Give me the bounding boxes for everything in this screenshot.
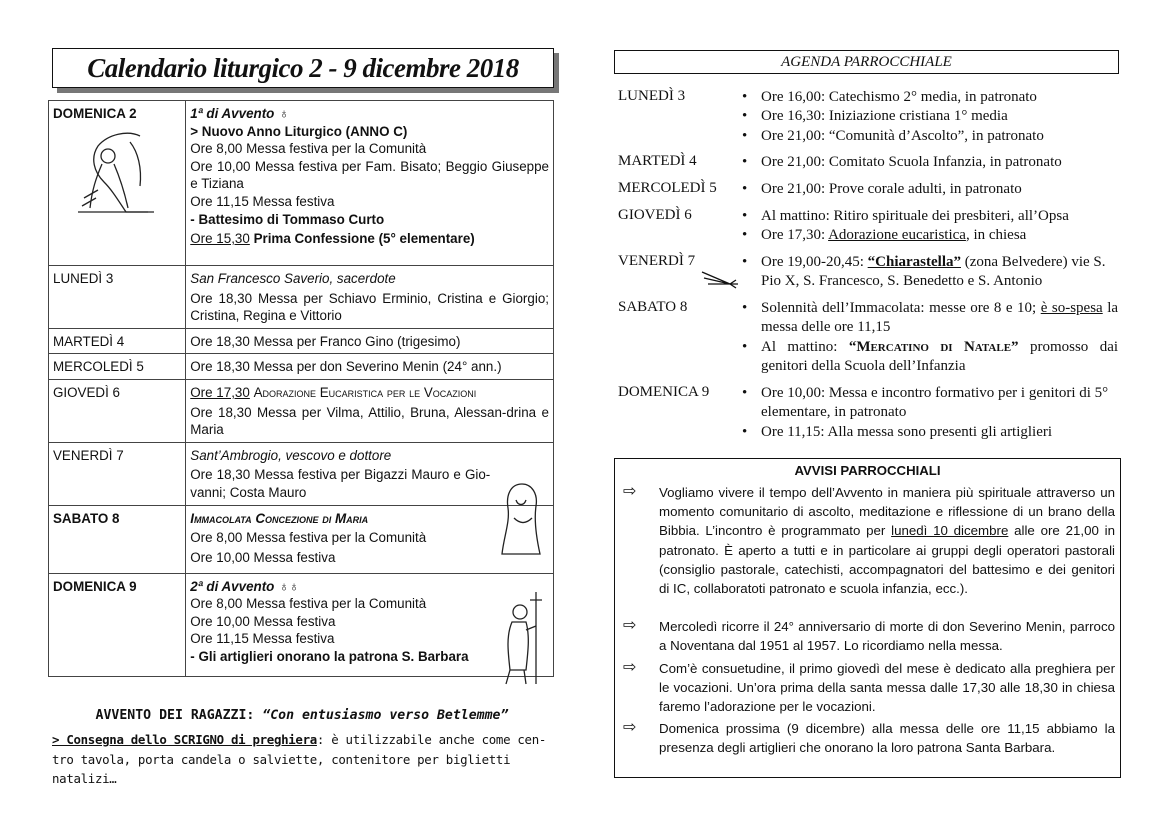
agenda-highlight: è so-spesa: [1040, 300, 1103, 316]
avviso-text: alle ore 21,00 in patronato. È aperto a tutti e in particolare ai gruppi degli operatori pastorali (consiglio pastorale, catechisti, accompagnatori del battesimo e dei genitori di IC, collaboratoti patronato e scuola infanzia, ecc.).: [659, 523, 1115, 597]
arrow-right-icon: ⇨: [623, 657, 637, 676]
table-row: [49, 442, 554, 505]
avvisi-title: AVVISI PARROCCHIALI: [794, 463, 941, 478]
table-row: [49, 379, 554, 442]
list-item: • Ore 16,30: Iniziazione cristiana 1° media: [742, 107, 1118, 126]
table-row: [49, 505, 554, 573]
agenda-list: [742, 180, 1118, 199]
arrow-right-icon: ⇨: [623, 615, 637, 634]
list-item: [742, 338, 1118, 377]
agenda-time: Ore 17,30:: [761, 227, 826, 244]
event-line: Ore 10,00 Messa festiva: [190, 549, 336, 565]
event-line: Ore 18,30 Messa per don Severino Menin (24° ann.): [190, 359, 502, 375]
event-line: 1ª di Avvento ♁: [190, 106, 289, 121]
event-line: 2ª di Avvento ♁♁: [190, 578, 299, 594]
agenda-highlight: “Mercatino di Natale”: [848, 338, 1019, 355]
list-item: • Ore 21,00: “Comunità d’Ascolto”, in patronato: [742, 127, 1118, 146]
agenda-day: VENERDÌ 7: [618, 253, 696, 269]
day-cell: DOMENICA 9: [49, 573, 186, 676]
list-item: • Al mattino: Ritiro spirituale dei presbiteri, all’Opsa: [742, 207, 1118, 226]
ragazzi-paragraph: [52, 730, 552, 789]
arrow-right-icon: ⇨: [623, 481, 637, 500]
calendar-title: Calendario liturgico 2 - 9 dicembre 2018: [52, 48, 554, 88]
event-line: Immacolata Concezione di Maria: [190, 510, 369, 526]
event-line: > Nuovo Anno Liturgico (ANNO C): [190, 123, 408, 139]
agenda-title: AGENDA PARROCCHIALE: [614, 50, 1119, 74]
comet-star-icon: [700, 268, 740, 290]
event-line: San Francesco Saverio, sacerdote: [190, 271, 396, 286]
agenda-tail: promosso dai genitori della Scuola dell’Infanzia: [761, 338, 1119, 374]
list-item: • Ore 16,00: Catechismo 2° media, in patronato: [742, 88, 1118, 107]
event-line: Ore 10,00 Messa festiva per Fam. Bisato; Beggio Giuseppe e Tiziana: [190, 158, 549, 192]
list-item: • Ore 11,15: Alla messa sono presenti gli artiglieri: [742, 423, 1118, 442]
agenda-day: DOMENICA 9: [618, 384, 710, 400]
ragazzi-title: [50, 708, 554, 723]
agenda-list: [742, 207, 1118, 246]
event-line: Ore 8,00 Messa festiva per la Comunità: [190, 530, 427, 546]
avviso-highlight: lunedì 10 dicembre: [891, 523, 1009, 539]
event-line: Ore 18,30 Messa festiva per Bigazzi Mauro e Gio-vanni; Costa Mauro: [190, 467, 491, 500]
day-cell: GIOVEDÌ 6: [49, 379, 186, 442]
event-line: - Battesimo di Tommaso Curto: [190, 211, 385, 227]
list-item: [742, 226, 1118, 245]
event-line: Ore 11,15 Messa festiva: [190, 631, 335, 647]
day-cell: LUNEDÌ 3: [49, 266, 186, 329]
event-line: Adorazione Eucaristica per le Vocazioni: [253, 384, 477, 400]
table-row: [49, 328, 554, 354]
event-line: Prima Confessione (5° elementare): [253, 231, 475, 247]
agenda-day: LUNEDÌ 3: [618, 88, 686, 104]
agenda-time: Ore 19,00-20,45:: [761, 254, 864, 270]
day-cell: MARTEDÌ 4: [49, 328, 186, 354]
event-line: - Gli artiglieri onorano la patrona S. Barbara: [190, 648, 469, 664]
list-item: [742, 253, 1118, 292]
avvisi-box: [614, 458, 1121, 778]
ragazzi-lead: > Consegna dello SCRIGNO di preghiera: [52, 732, 317, 747]
event-line: Ore 8,00 Messa festiva per la Comunità: [190, 141, 427, 157]
event-time: Ore 15,30: [190, 231, 250, 247]
arrow-right-icon: ⇨: [623, 717, 637, 736]
avviso-item: Mercoledì ricorre il 24° anniversario di morte di don Severino Menin, parroco a Noventana dal 1951 al 1957. Lo ricordiamo nella messa.: [659, 619, 1115, 654]
agenda-time: Al mattino:: [761, 338, 838, 355]
event-line: Ore 8,00 Messa festiva per la Comunità: [190, 596, 427, 612]
event-line: Ore 18,30 Messa per Vilma, Attilio, Bruna, Alessan-drina e Maria: [190, 404, 549, 438]
day-cell: DOMENICA 2: [49, 101, 186, 266]
agenda-highlight: “Chiarastella”: [867, 254, 961, 270]
table-row: [49, 354, 554, 380]
events-cell: [186, 101, 554, 266]
avviso-item: [659, 483, 1115, 598]
table-row: [49, 573, 554, 676]
day-cell: VENERDÌ 7: [49, 442, 186, 505]
event-line: Sant’Ambrogio, vescovo e dottore: [190, 447, 392, 463]
agenda-list: [742, 153, 1118, 172]
agenda-day: SABATO 8: [618, 299, 688, 315]
agenda-day: GIOVEDÌ 6: [618, 207, 692, 223]
list-item: [742, 299, 1118, 338]
agenda-tail: (zona Belvedere) vie S. Pio X, S. Francesco, S. Benedetto e S. Antonio: [761, 254, 1106, 290]
list-item: • Ore 21,00: Prove corale adulti, in patronato: [742, 180, 1118, 199]
event-line: Ore 18,30 Messa per Franco Gino (trigesimo): [190, 333, 461, 349]
ragazzi-body: : è utilizzabile anche come cen-tro tavola, porta candela o salviette, contenitore per biglietti natalizi…: [52, 732, 547, 786]
event-line: Ore 11,15 Messa festiva: [190, 193, 335, 209]
list-item: • Ore 10,00: Messa e incontro formativo per i genitori di 5° elementare, in patronato: [742, 384, 1118, 423]
agenda-list: [742, 253, 1118, 292]
ragazzi-subtitle: “Con entusiasmo verso Betlemme”: [262, 708, 509, 723]
avviso-item: Domenica prossima (9 dicembre) alla messa delle ore 11,15 abbiamo la presenza degli artiglieri che onorano la loro patrona Santa Barbara.: [659, 721, 1115, 756]
day-cell: MERCOLEDÌ 5: [49, 354, 186, 380]
agenda-tail: , in chiesa: [965, 227, 1027, 244]
avviso-text: Vogliamo vivere il tempo dell’Avvento in maniera più spirituale attraverso un momento comunitario di ascolto, meditazione e riflessione di un brano della Bibbia. L’incontro è programmato per: [659, 485, 1115, 539]
agenda-list: [742, 384, 1118, 442]
agenda-tail: la messa delle ore 11,15: [761, 300, 1119, 336]
event-time: Ore 17,30: [190, 384, 250, 400]
event-line: Ore 18,30 Messa per Schiavo Erminio, Cristina e Giorgio; Cristina, Regina e Vittorio: [190, 290, 549, 324]
john-baptist-illustration: [496, 590, 552, 686]
agenda-list: [742, 88, 1118, 146]
day-cell: SABATO 8: [49, 505, 186, 573]
agenda-text: Solennità dell’Immacolata: messe ore 8 e 10;: [761, 300, 1037, 316]
agenda-highlight: Adorazione eucaristica: [828, 227, 966, 244]
madonna-illustration: [492, 478, 550, 560]
ragazzi-heading: AVVENTO DEI RAGAZZI:: [95, 708, 255, 723]
table-row: [49, 266, 554, 329]
list-item: • Ore 21,00: Comitato Scuola Infanzia, in patronato: [742, 153, 1118, 172]
agenda-day: MERCOLEDÌ 5: [618, 180, 717, 196]
advent-prophet-illustration: [68, 128, 160, 218]
avviso-item: Com’è consuetudine, il primo giovedì del mese è dedicato alla preghiera per le vocazioni. Un’ora prima della santa messa dalle 17,30 alle 18,30 in chiesa faremo l’adorazione per le vocazioni.: [659, 661, 1115, 715]
event-line: Ore 10,00 Messa festiva: [190, 613, 336, 629]
agenda-day: MARTEDÌ 4: [618, 153, 697, 169]
agenda-list: [742, 299, 1118, 376]
